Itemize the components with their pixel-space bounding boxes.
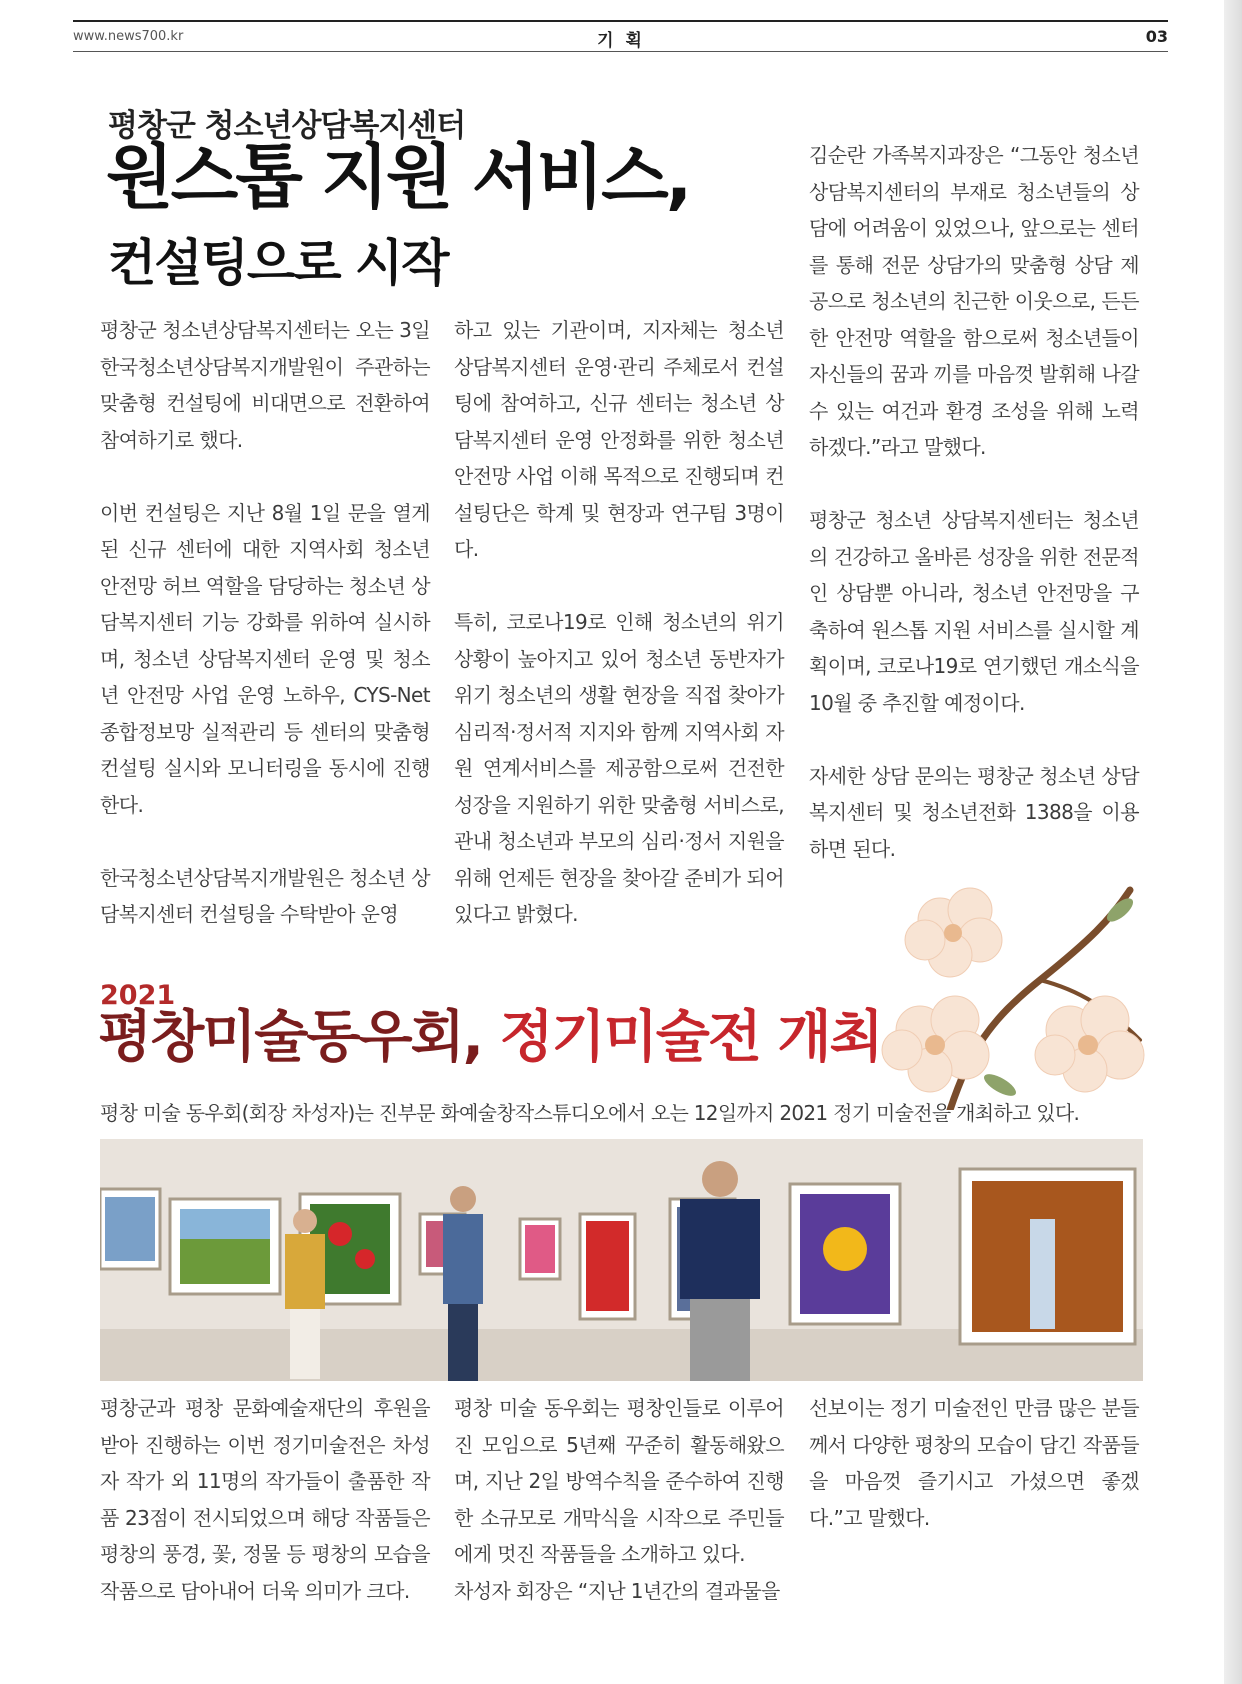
header-top-rule	[73, 20, 1168, 22]
paragraph: 김순란 가족복지과장은 “그동안 청소년 상담복지센터의 부재로 청소년들의 상담에 어려움이 있었으나, 앞으로는 센터를 통해 전문 상담가의 맞춤형 상담 제공으로 청소년의 친근한 이웃으로, 든든한 안전망 역할을 함으로써 청소년들이 자신들의 꿈과 끼를 마음껏 발휘해 나갈 수 있는 여건과 환경 조성을 위해 노력하겠다.”라고 말했다.	[809, 143, 1139, 459]
header-bottom-rule	[73, 51, 1168, 52]
paragraph: 평창군 청소년상담복지센터는 오는 3일 한국청소년상담복지개발원이 주관하는 맞춤형 컨설팅에 비대면으로 전환하여 참여하기로 했다.	[100, 318, 430, 452]
gallery-photo	[100, 1139, 1143, 1381]
article1-headline-sub: 컨설팅으로 시작	[108, 234, 448, 292]
article2-lead: 평창 미술 동우회(회장 차성자)는 진부문 화예술창작스튜디오에서 오는 12일까지 2021 정기 미술전을 개최하고 있다.	[100, 1101, 1080, 1125]
site-url: www.news700.kr	[73, 29, 184, 44]
paragraph: 평창군과 평창 문화예술재단의 후원을 받아 진행하는 이번 정기미술전은 차성자 작가 외 11명의 작가들이 출품한 작품 23점이 전시되었으며 해당 작품들은 평창의 풍경, 꽃, 정물 등 평창의 모습을 작품으로 담아내어 더욱 의미가 크다.	[100, 1396, 430, 1603]
paragraph: 하고 있는 기관이며, 지자체는 청소년 상담복지센터 운영·관리 주체로서 컨설팅에 참여하고, 신규 센터는 청소년 상담복지센터 운영 안정화를 위한 청소년 안전망 사업 이해 목적으로 진행되며 컨설팅단은 학계 및 현장과 연구팀 3명이다.	[454, 318, 784, 561]
article2-column-3	[809, 1390, 1139, 1536]
article2-year: 2021	[100, 980, 176, 1011]
paragraph: 자세한 상담 문의는 평창군 청소년 상담복지센터 및 청소년전화 1388을 이용하면 된다.	[809, 763, 1139, 861]
paragraph: 평창군 청소년 상담복지센터는 청소년의 건강하고 올바른 성장을 위한 전문적인 상담뿐 아니라, 청소년 안전망을 구축하여 원스톱 지원 서비스를 실시할 계획이며, 코로나19로 연기했던 개소식을 10월 중 추진할 예정이다.	[809, 508, 1139, 715]
paragraph: 평창 미술 동우회는 평창인들로 이루어진 모임으로 5년째 꾸준히 활동해왔으며, 지난 2일 방역수칙을 준수하여 진행한 소규모로 개막식을 시작으로 주민들에게 멋진 작품들을 소개하고 있다.	[454, 1396, 784, 1566]
article1-kicker: 평창군 청소년상담복지센터	[108, 108, 466, 144]
paragraph: 이번 컨설팅은 지난 8월 1일 문을 열게 된 신규 센터에 대한 지역사회 청소년 안전망 허브 역할을 담당하는 청소년 상담복지센터 기능 강화를 위하여 실시하며, 청소년 상담복지센터 운영 및 청소년 안전망 사업 운영 노하우, CYS-Net 종합정보망 실적관리 등 센터의 맞춤형 컨설팅 실시와 모니터링을 동시에 진행한다.	[100, 500, 430, 817]
article2-headline-part1: 평창미술동우회,	[98, 1005, 482, 1070]
section-name: 기 획	[597, 31, 645, 51]
article1-headline: 원스톱 지원 서비스,	[106, 136, 690, 218]
page-edge-shadow	[1224, 0, 1242, 1684]
blossom-illustration	[880, 880, 1170, 1110]
article2-headline-part2: 정기미술전 개최	[499, 1005, 882, 1070]
paragraph: 차성자 회장은 “지난 1년간의 결과물을	[454, 1578, 780, 1603]
article1-column-2	[454, 312, 784, 933]
article2-headline	[98, 1005, 882, 1070]
paragraph: 특히, 코로나19로 인해 청소년의 위기 상황이 높아지고 있어 청소년 동반자가 위기 청소년의 생활 현장을 직접 찾아가 심리적·정서적 지지와 함께 지역사회 자원 연계서비스를 제공함으로써 건전한 성장을 지원하기 위한 맞춤형 서비스로, 관내 청소년과 부모의 심리·정서 지원을 위해 언제든 현장을 찾아갈 준비가 되어 있다고 밝혔다.	[454, 610, 784, 926]
paragraph: 한국청소년상담복지개발원은 청소년 상담복지센터 컨설팅을 수탁받아 운영	[100, 865, 430, 926]
page-number: 03	[1145, 27, 1168, 46]
article1-column-3	[809, 137, 1139, 867]
article2-column-1	[100, 1390, 430, 1609]
article2-column-2	[454, 1390, 784, 1609]
paragraph: 선보이는 정기 미술전인 만큼 많은 분들께서 다양한 평창의 모습이 담긴 작품들을 마음껏 즐기시고 가셨으면 좋겠다.”고 말했다.	[809, 1396, 1139, 1530]
article1-column-1	[100, 312, 430, 933]
